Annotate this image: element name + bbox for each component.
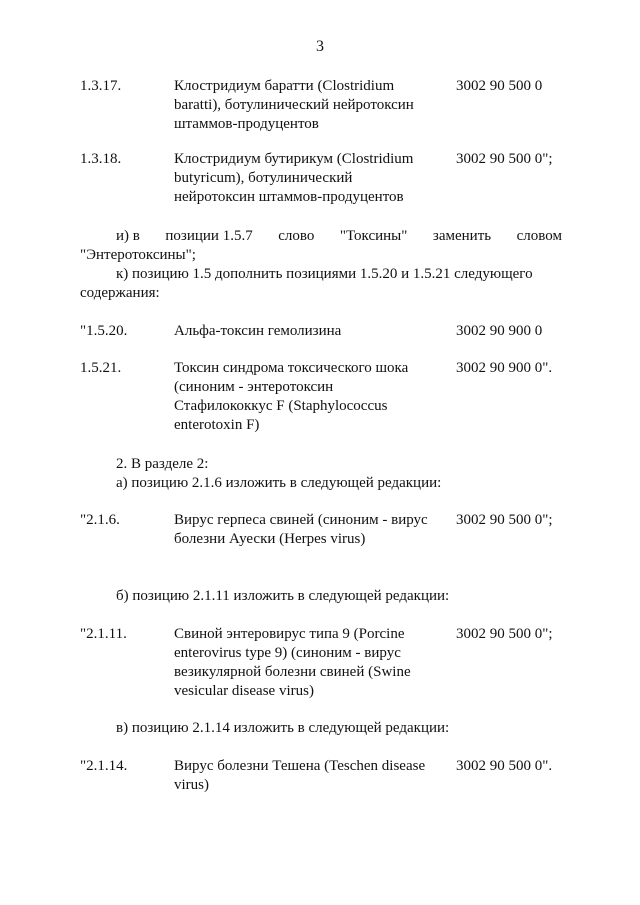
desc-line: (синоним - энтеротоксин <box>174 379 334 395</box>
desc-line: Токсин синдрома токсического шока <box>174 360 409 376</box>
entry-number: "1.5.20. <box>80 323 128 339</box>
entry-description <box>174 322 449 341</box>
desc-line: enterovirus type 9) (синоним - вирус <box>174 645 401 661</box>
section-2-item-v: в) позицию 2.1.14 изложить в следующей редакции: <box>116 720 450 736</box>
entry-number: "2.1.6. <box>80 512 120 528</box>
section-2-item-a: а) позицию 2.1.6 изложить в следующей редакции: <box>116 475 442 491</box>
entry-number: 1.5.21. <box>80 360 122 376</box>
desc-line: baratti), ботулинический нейротоксин <box>174 97 414 113</box>
entry-description <box>174 625 449 701</box>
desc-line: virus) <box>174 777 209 793</box>
desc-line: Альфа-токсин гемолизина <box>174 323 342 339</box>
entry-code: 3002 90 500 0"; <box>456 512 553 528</box>
paragraph-k-line2: содержания: <box>80 285 160 301</box>
entry-description <box>174 757 449 795</box>
entry-code: 3002 90 500 0"; <box>456 151 553 167</box>
desc-line: Вирус герпеса свиней (синоним - вирус <box>174 512 428 528</box>
entry-number: 1.3.18. <box>80 151 122 167</box>
word: позиции 1.5.7 <box>165 228 253 244</box>
entry-number: "2.1.14. <box>80 758 128 774</box>
desc-line: vesicular disease virus) <box>174 683 314 699</box>
entry-number: "2.1.11. <box>80 626 127 642</box>
desc-line: Клостридиум баратти (Clostridium <box>174 78 395 94</box>
entry-code: 3002 90 900 0 <box>456 323 543 339</box>
page-number: 3 <box>316 38 324 55</box>
entry-description <box>174 150 449 207</box>
entry-description <box>174 359 449 435</box>
word: словом <box>516 228 562 244</box>
word: и) в <box>116 228 140 244</box>
paragraph-i-line2: "Энтеротоксины"; <box>80 247 196 263</box>
desc-line: болезни Ауески (Herpes virus) <box>174 531 366 547</box>
desc-line: Вирус болезни Тешена (Teschen disease <box>174 758 426 774</box>
word: слово <box>278 228 315 244</box>
entry-code: 3002 90 900 0". <box>456 360 553 376</box>
entry-number: 1.3.17. <box>80 78 122 94</box>
desc-line: butyricum), ботулинический <box>174 170 353 186</box>
word: "Токсины" <box>339 228 408 244</box>
entry-code: 3002 90 500 0". <box>456 758 553 774</box>
paragraph-i-line1 <box>116 227 562 246</box>
desc-line: Клостридиум бутирикум (Clostridium <box>174 151 414 167</box>
paragraph-k-line1: к) позицию 1.5 дополнить позициями 1.5.20 и 1.5.21 следующего <box>116 266 533 282</box>
entry-code: 3002 90 500 0 <box>456 78 543 94</box>
section-2-heading: 2. В разделе 2: <box>116 456 209 472</box>
entry-code: 3002 90 500 0"; <box>456 626 553 642</box>
desc-line: штаммов-продуцентов <box>174 116 319 132</box>
entry-description <box>174 511 449 549</box>
entry-description <box>174 77 449 134</box>
desc-line: Свиной энтеровирус типа 9 (Porcine <box>174 626 405 642</box>
desc-line: везикулярной болезни свиней (Swine <box>174 664 411 680</box>
desc-line: нейротоксин штаммов-продуцентов <box>174 189 404 205</box>
desc-line: Стафилококкус F (Staphylococcus <box>174 398 388 414</box>
desc-line: enterotoxin F) <box>174 417 260 433</box>
word: заменить <box>432 228 492 244</box>
section-2-item-b: б) позицию 2.1.11 изложить в следующей редакции: <box>116 588 450 604</box>
